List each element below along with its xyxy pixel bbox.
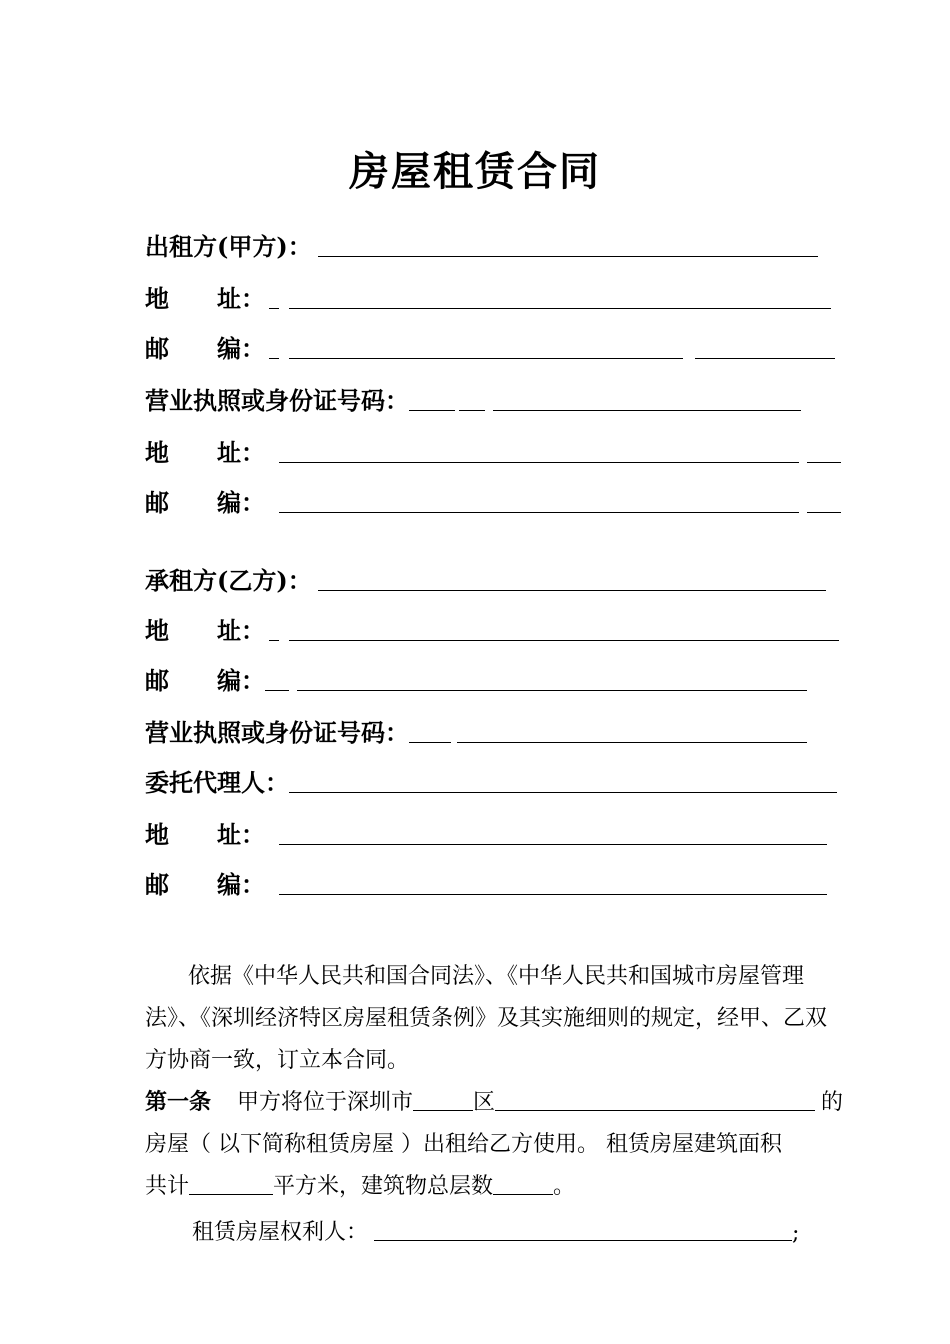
preamble-line-1: 依据《中华人民共和国合同法》、《中华人民共和国城市房屋管理 <box>188 964 805 989</box>
party-a-row <box>145 226 818 262</box>
party-b-license-label: 营业执照或身份证号码： <box>145 718 409 747</box>
underline-stub <box>459 410 485 411</box>
preamble-line-2: 法》、《深圳经济特区房屋租赁条例》及其实施细则的规定，经甲、乙双 <box>145 1006 828 1031</box>
party-a-address-blank[interactable] <box>289 308 831 309</box>
party-a-blank[interactable] <box>318 256 818 257</box>
location-blank[interactable] <box>495 1110 815 1111</box>
article-1-line-1 <box>145 1080 843 1116</box>
party-a-address2-row <box>145 432 841 468</box>
underline-stub <box>807 512 841 513</box>
party-b-label: 承租方(乙方)： <box>145 566 312 595</box>
article-1-text-e: 平方米，建筑物总层数 <box>273 1174 494 1199</box>
party-b-agent-zip-blank[interactable] <box>279 894 827 895</box>
underline-stub <box>409 410 455 411</box>
party-b-license-row <box>145 712 807 748</box>
underline-stub <box>269 308 279 309</box>
party-a-zip-blank-2[interactable] <box>695 358 835 359</box>
party-b-agent-blank[interactable] <box>289 792 837 793</box>
article-1-text-f: 。 <box>553 1174 576 1199</box>
party-b-agent-label: 委托代理人： <box>145 768 289 797</box>
party-a-zip2-blank[interactable] <box>279 512 799 513</box>
article-1-text-b: 区 <box>473 1090 496 1115</box>
underline-stub <box>269 358 279 359</box>
page-title: 房屋租赁合同 <box>349 148 601 195</box>
underline-stub <box>409 742 451 743</box>
article-1-heading: 第一条 <box>145 1089 212 1115</box>
party-b-zip-blank[interactable] <box>297 690 807 691</box>
article-1-text-a: 甲方将位于深圳市 <box>237 1090 414 1115</box>
party-b-license-blank[interactable] <box>457 742 807 743</box>
party-b-blank[interactable] <box>318 590 826 591</box>
underline-stub <box>269 640 279 641</box>
party-a-address2-label: 地 址： <box>145 438 265 467</box>
party-a-zip2-label: 邮 编： <box>145 488 265 517</box>
party-b-agent-address-label: 地 址： <box>145 820 265 849</box>
party-a-label: 出租方(甲方)： <box>145 232 312 261</box>
party-a-address2-blank[interactable] <box>279 462 799 463</box>
party-b-zip-label: 邮 编： <box>145 666 265 695</box>
party-a-address-row <box>145 278 831 314</box>
underline-stub <box>807 462 841 463</box>
party-a-address-label: 地 址： <box>145 284 265 313</box>
district-blank[interactable] <box>413 1110 473 1111</box>
owner-label: 租赁房屋权利人： <box>192 1220 369 1245</box>
party-b-address-row <box>145 610 839 646</box>
party-a-zip2-row <box>145 482 841 518</box>
floors-blank[interactable] <box>493 1194 553 1195</box>
owner-end: ; <box>792 1221 800 1246</box>
party-b-agent-zip-row <box>145 864 827 900</box>
article-1-text-d: 共计 <box>145 1174 190 1199</box>
article-1-line-2: 房屋（ 以下简称租赁房屋 ）出租给乙方使用。 租赁房屋建筑面积 <box>145 1132 782 1157</box>
party-b-agent-address-blank[interactable] <box>279 844 827 845</box>
party-a-zip-row <box>145 328 835 364</box>
party-b-agent-row <box>145 762 837 798</box>
party-a-license-label: 营业执照或身份证号码： <box>145 386 409 415</box>
party-b-address-blank[interactable] <box>289 640 839 641</box>
party-a-zip-blank[interactable] <box>289 358 683 359</box>
article-1-text-c: 的 <box>821 1090 844 1115</box>
party-b-address-label: 地 址： <box>145 616 265 645</box>
party-a-license-blank[interactable] <box>493 410 801 411</box>
preamble-line-3: 方协商一致，订立本合同。 <box>145 1048 410 1073</box>
party-b-row <box>145 560 826 596</box>
owner-row <box>192 1210 799 1246</box>
underline-stub <box>265 690 289 691</box>
party-b-agent-address-row <box>145 814 827 850</box>
party-a-zip-label: 邮 编： <box>145 334 265 363</box>
owner-blank[interactable] <box>374 1240 792 1241</box>
party-b-agent-zip-label: 邮 编： <box>145 870 265 899</box>
area-blank[interactable] <box>189 1194 273 1195</box>
party-b-zip-row <box>145 660 807 696</box>
article-1-line-3 <box>145 1164 575 1200</box>
party-a-license-row <box>145 380 801 416</box>
